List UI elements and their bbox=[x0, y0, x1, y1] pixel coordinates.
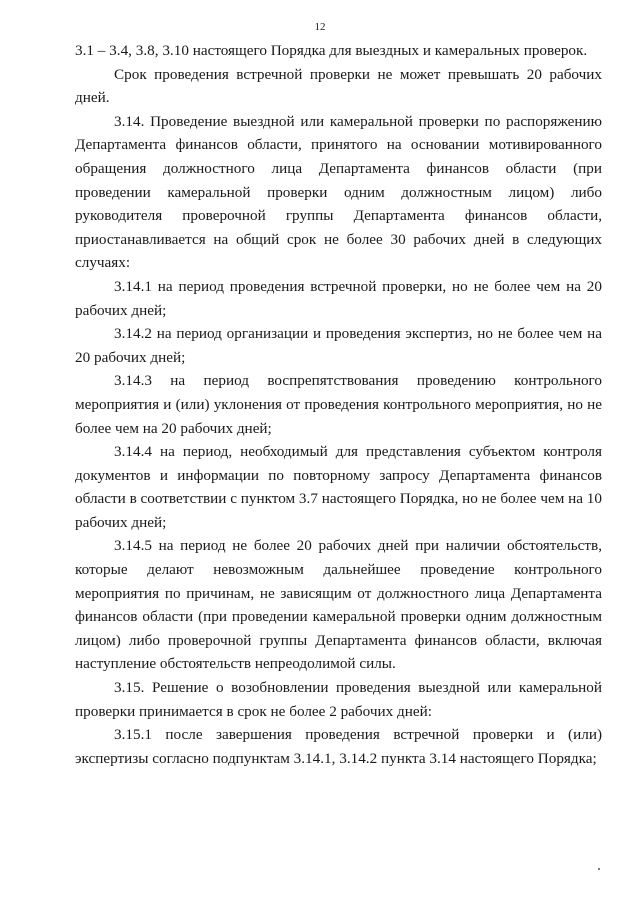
paragraph-3-15-1: 3.15.1 после завершения проведения встречной проверки и (или) экспертизы согласно подпунктам 3.14.1, 3.14.2 пункта 3.14 настоящего Порядка; bbox=[75, 726, 602, 767]
paragraph-3-15: 3.15. Решение о возобновлении проведения выездной или камеральной проверки принимается в срок не более 2 рабочих дней: bbox=[75, 679, 602, 720]
paragraph-3-14-2: 3.14.2 на период организации и проведения экспертиз, но не более чем на 20 рабочих дней; bbox=[75, 325, 602, 366]
scan-speck bbox=[598, 868, 600, 870]
paragraph-3-14: 3.14. Проведение выездной или камеральной проверки по распоряжению Департамента финансов области, принятого на основании мотивированного обращения должностного лица Департамента финансов области (при проведении камеральной проверки одним должностным лицом) либо руководителя проверочной группы Департамента финансов области, приостанавливается на общий срок не более 30 рабочих дней в следующих случаях: bbox=[75, 112, 602, 272]
paragraph-3-14-1: 3.14.1 на период проведения встречной проверки, но не более чем на 20 рабочих дней; bbox=[75, 277, 602, 319]
paragraph-3-14-3: 3.14.3 на период воспрепятствования проведению контрольного мероприятия и (или) уклонения от проведения контрольного мероприятия, но не более чем на 20 рабочих дней; bbox=[75, 372, 602, 437]
page-number: 12 bbox=[314, 21, 326, 33]
paragraph-continuation: 3.1 – 3.4, 3.8, 3.10 настоящего Порядка для выездных и камеральных проверок. bbox=[75, 42, 588, 59]
paragraph-3-14-4: 3.14.4 на период, необходимый для представления субъектом контроля документов и информации по повторному запросу Департамента финансов области в соответствии с пунктом 3.7 настоящего Порядка, но не более чем на 10 рабочих дней; bbox=[75, 443, 602, 531]
document-body bbox=[75, 39, 602, 770]
paragraph-3-14-5: 3.14.5 на период не более 20 рабочих дней при наличии обстоятельств, которые делают невозможным дальнейшее проведение контрольного мероприятия по причинам, не зависящим от должностного лица Департамента финансов области (при проведении камеральной проверки одним должностным лицом) либо проверочной группы Департамента финансов области, включая наступление обстоятельств непреодолимой силы. bbox=[75, 537, 602, 673]
paragraph-counter-check-term: Срок проведения встречной проверки не может превышать 20 рабочих дней. bbox=[75, 65, 602, 107]
